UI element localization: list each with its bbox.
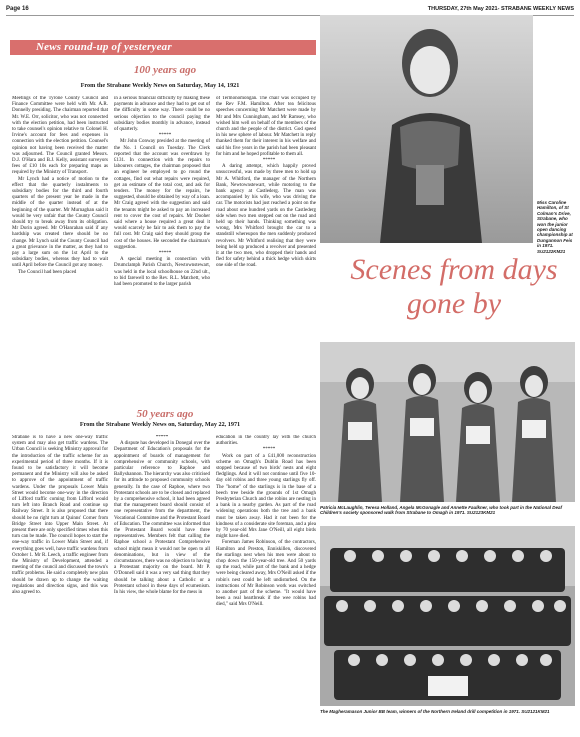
issue-date: THURSDAY, 27th May 2021- STRABANE WEEKLY NEWS [427,6,574,12]
source-1971: From the Strabane Weekly News on, Saturday, May 22, 1971 [79,421,241,428]
section-banner [10,40,316,55]
article-paragraph: education in the country lay with the church authorities. [216,435,316,447]
article-paragraph: in a serious financial difficulty by making these payments in advance and they had to get out of the difficulty in some way. There could be no serious objection to the council paying the subsidiary bodies monthly in advance, instead of quarterly. [114,96,210,133]
article-1921-col1 [12,96,108,426]
article-1971-col2 [114,435,210,731]
dancer-photo-graphic [320,15,533,243]
section-divider: ***** [155,435,169,440]
article-paragraph: A daring attempt, which happily proved unsuccessful, was made by three men to hold up Mr A. Whitford, the manager of the Northern Bank, Newtownstewart, while motoring to the bank agency at Castlederg. The man was accompanied by his wife, who was driving the car. The motorists had just reached a point on the road about one hundred yards on the Castlederg side when two men stepped out on the road and held up their hands. Thinking something was wrong, Mrs Whitford brought the car to a standstill whereupon the men suddenly produced revolvers. Mr Whitford realising that they were being held up produced a revolver and presented it at the two men, who dropped their hands and fled for safety behind a thick hedge which skirts one side of the road. [216,164,316,269]
section-divider: ***** [158,251,172,257]
caption-deaf-walk: Patricia McLaughlin, Teresa Holland, Angela McGonagle and Annette Faulkner, who took part in the National Deaf Children's society sponsored walk from Strabane to Omagh in 1971. SU2123KM21 [320,505,563,516]
article-paragraph: A special meeting in connection with Drumclamph Parish Church, Newtownstewart, was held in the local schoolhouse on 22nd ult., to bid farewell to the Rev. R.L. Matchett, who had been promoted to the larger parish [114,257,210,288]
article-paragraph: of Termonomongan. The chair was occupied by the Rev F.M. Hamilton. After tea felicitous speeches concerning Mr Matchett were made by Mr and Mrs Cunningham, and Mr Ramsey, who wished him well on behalf of the members of the church and the people of the district. God speed in his new sphere of labour. Mr Matchett in reply thanked them for their interest in his welfare and said his five years in the parish had been pleasant for him and he hoped profitable to them all. [216,96,316,157]
article-paragraph: The Council had been placed [18,269,77,275]
team-photo-graphic [320,526,575,706]
photo-deaf-walk [320,342,575,502]
section-divider: ***** [262,447,276,453]
heading-100-years: 100 years ago [133,64,197,76]
article-paragraph: Strabane is to have a new one-way traffic system and may also get traffic wardens. The Urban Council is seeking Ministry approval for the introduction of the traffic scheme for an experimental period of three months. If it is found to be satisfactory it will become permanent and the Ministry will also be asked to approve of the appointment of traffic wardens. Under the proposals Lower Main Street would become one-way in the direction of Lifford traffic coming from Lifford would turn left into Branch Road and continue up Railway Street. It is also proposed that there should be no right turn at Quinns' Corner from Bridge Street into Upper Main Street. At present there are only specified times when this turn can be made. The council hopes to start the one-way traffic in Lower Main Street and, if everything goes well, have traffic wardens from October 1. Mr R. Leech, a traffic engineer from the Ministry of Development, attended a meeting of the council and discussed the town's traffic problems. He said a completely new plan should be drawn up to change the waiting regulations and direction signs, and this was also agreed to. [12,435,108,596]
heading-50-years: 50 years ago [136,408,194,420]
article-paragraph: Meetings of the Tyrone County Council and Finance Committee were held with Mr. A.R. Donnelly presiding. The chairman reported that Mr. W.E. Orr, solicitor, who was not connected with the election petition, had been instructed to take counsel's opinion relative to Colonel H. Irvine's account for fees and expenses in connection with the election petition. Counsel's opinion not having been received the matter was adjourned. The Council granted Messrs. D.J. O'Hara and B.J. Kelly, assistant surveyors fees of £10 10s each for preparing maps as required by the Ministry of Transport. [12,96,108,176]
scenes-heading: Scenes from days gone by [350,253,558,320]
article-1921-col2 [114,96,210,426]
banner-title: News round-up of yesteryear [36,41,172,53]
page-number: Page 16 [6,6,29,12]
article-1971-col1 [12,435,108,731]
source-1921: From the Strabane Weekly News on Saturday, May 14, 1921 [80,82,240,89]
caption-bb-team: The Magheramason Junior BB team, winners of the Northern Ireland drill competition in 1971. SU2121KM21 [320,709,550,714]
caption-dancer: Miss Caroline Hamilton, of St Colman's Drive, Strabane, who won the junior open dancing championship at Dungannon Feis in 1971. SU2122KM21 [537,200,573,254]
walk-photo-graphic [320,342,575,502]
article-paragraph: A dispute has developed in Donegal over the Department of Education's proposals for the appointment of boards of management for comprehensive or community schools, with particular reference to Raphoe and Ballyshannon. The hierarchy was also criticised for its attitude to proposed community schools generally. In the case of Raphoe, where two Protestant schools are to be closed and replaced by a comprehensive school, it had been agreed that the management board should consist of one representative from the department, the Vocational Committee and the Protestant Board of Education. The committee was informed that the Protestant Board would have three representatives. Members felt that calling the Raphoe school a Protestant Comprehensive school might mean it would not be open to all denominations, but in view of the circumstances, there was no objection to having a Protestant majority on the board. Mr P. O'Donnell said it was a very sad thing that they should be talking about a Catholic or a Protestant school in these days of ecumenism. In his view, the whole blame for the mess in [114,441,210,596]
article-paragraph: Mr Lynch had a notice of motion to the effect that the quarterly instalments to subsidiary bodies for the third and fourth quarters of the present year be made in the middle of the quarter instead of at the beginning of the quarter. Mr Murnaghan said it would be very unfair that the County Council should try to break away from its obligation. Mr Dorin agreed. Mr O'Hanrahan said if any hardship was created there should be no change. Mr Lynch said the County Council had a great grievance in the matter, as they had to pay a large sum on the 1st April to the subsidiary bodies, whereas they had to wait until April before the Council got any money. [12,176,108,269]
article-paragraph: Mr John Conway presided at the meeting of the No. 1 Council on Tuesday. The Clerk reported that the account was overdrawn by £131. In connection with the repairs to labourers cottages, the chairman proposed that an engineer be employed to go round the cottages, find out what repairs were required, get an estimate of the total cost, and ask for tenders. The money for the repairs, he suggested, should be obtained by way of a loan. Mr Craig agreed with the suggestion and said the tenants might be asked to pay an increased rent to cover the cost of repairs. Mr Dooher said where a house required a great deal it would scarcely be fair to ask them to pay the full cost. Mr Craig said they should group the cost of the houses. He seconded the chairman's suggestion. [114,139,210,250]
article-1921-col3 [216,96,316,426]
article-paragraph: Foreman James Robinson, of the contractors, Hamilton and Preston, Enniskillen, discovered the starlings nest when his men were about to chop down the 150-year-old tree. And 50 yards up the road, while part of the bank and a hedge were being cleared away, Mrs O'Neill asked if the robin's nest could be left undisturbed. On the instructions of Mr Robinson work was switched to another part of the scheme. "It would have been a real heartbreak if the wee robins had died," said Mrs O'Neill. [216,540,316,608]
photo-bb-team [320,526,575,706]
article-1971-col3 [216,435,316,731]
article-paragraph: Work on part of a £41,000 reconstruction scheme on Omagh's Dublin Road has been stopped because of two birds' nests and eight fledglings. And it will not continue until five 10-day old robins and three young starlings fly off. The "home" of the starlings is in the base of a beech tree beside the grounds of 1st Omagh Presbyterian Church and the robins are nesting in a bank in a nearby garden. As part of the road widening operations both the tree and a bank must be taken away. Had it not been for the kindness of a considerate site foreman, and a plea by 70 year-old Mrs Jane O'Neill, all eight birds might have died. [216,453,316,540]
section-divider: ***** [262,158,276,164]
photo-dancer [320,15,533,243]
section-divider: ***** [158,133,172,139]
